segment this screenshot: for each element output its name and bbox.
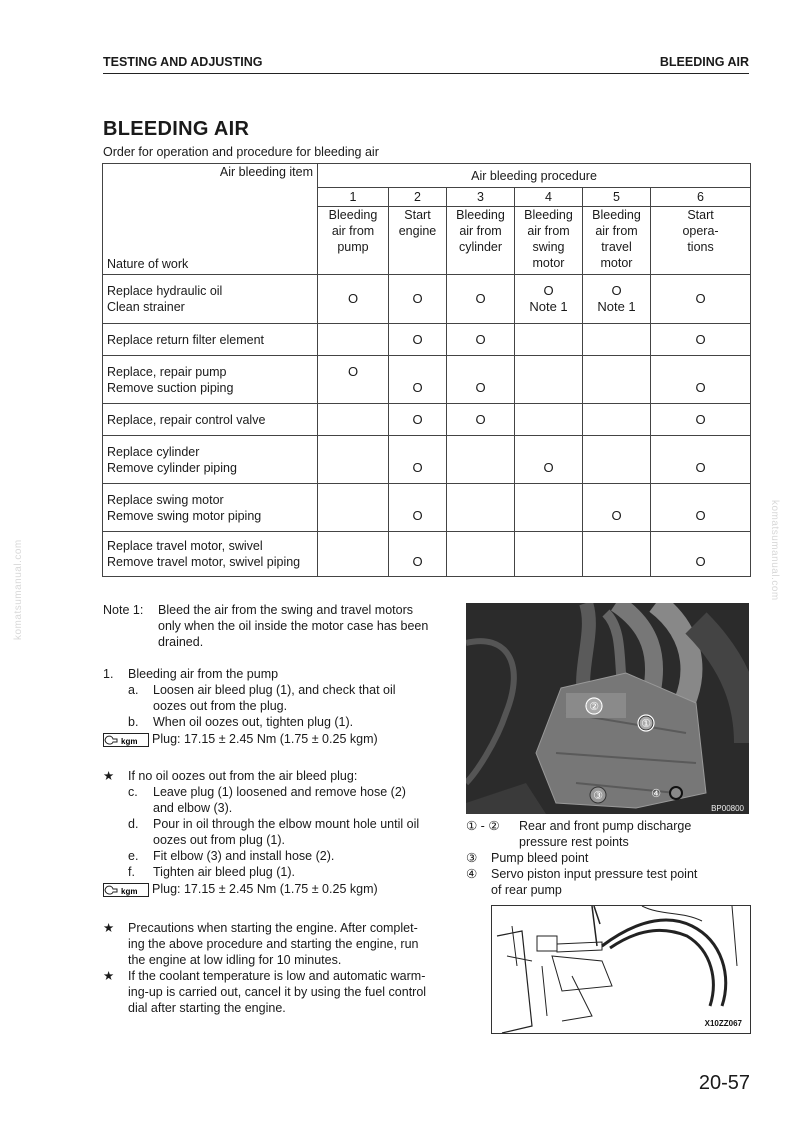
column-number: 1 xyxy=(318,188,389,207)
star-icon: ★ xyxy=(103,921,115,935)
table-cell xyxy=(447,436,515,484)
table-cell: O xyxy=(389,436,447,484)
substep-label: d. xyxy=(128,817,139,831)
column-title: Bleeding air from pump xyxy=(318,207,389,275)
table-cell xyxy=(318,484,389,532)
table-cell: O xyxy=(447,404,515,436)
precaution-text: Precautions when starting the engine. After complet- xyxy=(128,921,418,935)
substep-label: a. xyxy=(128,683,139,697)
table-cell xyxy=(515,404,583,436)
table-cell: O xyxy=(651,404,751,436)
photo-code: BP00800 xyxy=(711,804,744,813)
table-cell xyxy=(515,356,583,404)
table-cell: O Note 1 xyxy=(583,275,651,324)
table-cell xyxy=(515,532,583,577)
step-number: 1. xyxy=(103,667,114,681)
page-number: 20-57 xyxy=(698,1072,750,1094)
note-text: Bleed the air from the swing and travel motors xyxy=(158,603,413,617)
star-text: If no oil oozes out from the air bleed plug: xyxy=(128,769,358,783)
column-title: Bleeding air from travel motor xyxy=(583,207,651,275)
column-title: Start engine xyxy=(389,207,447,275)
substep-text: When oil oozes out, tighten plug (1). xyxy=(153,715,354,729)
work-description: Replace, repair control valve xyxy=(103,404,318,436)
star-icon: ★ xyxy=(103,969,115,983)
table-cell: O Note 1 xyxy=(515,275,583,324)
caption-mark: ④ xyxy=(466,867,478,881)
column-title: Bleeding air from swing motor xyxy=(515,207,583,275)
wrench-kgm-icon xyxy=(103,733,149,747)
page-subtitle: Order for operation and procedure for bleeding air xyxy=(103,145,379,159)
column-number: 4 xyxy=(515,188,583,207)
table-row xyxy=(103,532,751,577)
table-cell xyxy=(318,532,389,577)
column-number: 2 xyxy=(389,188,447,207)
pump-photo xyxy=(466,603,749,814)
table-cell xyxy=(583,324,651,356)
svg-text:kgm: kgm xyxy=(121,886,138,896)
precaution-text: ing-up is carried out, cancel it by using the fuel control xyxy=(128,985,427,999)
table-cell xyxy=(318,324,389,356)
column-number: 5 xyxy=(583,188,651,207)
table-row xyxy=(103,484,751,532)
substep-label: c. xyxy=(128,785,138,799)
table-row xyxy=(103,275,751,324)
work-description: Replace cylinder Remove cylinder piping xyxy=(103,436,318,484)
marker-2: ② xyxy=(589,700,599,713)
precaution-text: ing the above procedure and starting the engine, run xyxy=(128,937,419,951)
table-cell: O xyxy=(515,436,583,484)
work-description: Replace, repair pump Remove suction piping xyxy=(103,356,318,404)
table-row xyxy=(103,324,751,356)
table-cell: O xyxy=(651,275,751,324)
table-cell xyxy=(515,324,583,356)
substep-label: e. xyxy=(128,849,139,863)
page-header xyxy=(103,55,749,74)
air-bleeding-procedure-header: Air bleeding procedure xyxy=(318,164,751,188)
table-cell xyxy=(318,436,389,484)
torque-spec: kgm Plug: 17.15 ± 2.45 Nm (1.75 ± 0.25 kgm) xyxy=(103,881,378,897)
table-cell: O xyxy=(389,404,447,436)
substep-label: b. xyxy=(128,715,139,729)
watermark-left: komatsumanual.com xyxy=(13,539,24,640)
bleeding-procedure-table xyxy=(102,163,751,577)
caption-text: Pump bleed point xyxy=(491,851,589,865)
table-cell: O xyxy=(389,484,447,532)
table-cell xyxy=(583,356,651,404)
header-section: TESTING AND ADJUSTING xyxy=(103,55,263,69)
watermark-right: komatsumanual.com xyxy=(769,500,780,601)
table-row xyxy=(103,356,751,404)
table-cell: O xyxy=(389,532,447,577)
substep-text: Pour in oil through the elbow mount hole until oil xyxy=(153,817,420,831)
work-description: Replace return filter element xyxy=(103,324,318,356)
table-cell: O xyxy=(651,484,751,532)
caption-text: Rear and front pump discharge xyxy=(519,819,692,833)
svg-text:kgm: kgm xyxy=(121,736,138,746)
table-cell: O xyxy=(583,484,651,532)
table-cell: O xyxy=(447,356,515,404)
marker-4: ④ xyxy=(651,787,661,800)
header-topic: BLEEDING AIR xyxy=(659,55,749,69)
table-cell xyxy=(583,404,651,436)
caption-text: pressure rest points xyxy=(519,835,629,849)
substep-label: f. xyxy=(128,865,135,879)
work-description: Replace hydraulic oil Clean strainer xyxy=(103,275,318,324)
note-label: Note 1: xyxy=(103,603,144,617)
step-title: Bleeding air from the pump xyxy=(128,667,279,681)
table-cell: O xyxy=(447,275,515,324)
table-cell xyxy=(515,484,583,532)
table-cell: O xyxy=(389,356,447,404)
column-number: 6 xyxy=(651,188,751,207)
air-bleeding-item-header: Air bleeding item xyxy=(103,164,318,188)
wrench-kgm-icon xyxy=(103,883,149,897)
table-cell: O xyxy=(389,275,447,324)
substep-text: oozes out from the plug. xyxy=(153,699,288,713)
marker-3: ③ xyxy=(593,789,603,802)
table-cell: O xyxy=(447,324,515,356)
substep-text: oozes out from plug (1). xyxy=(153,833,286,847)
nature-of-work-header: Nature of work xyxy=(103,188,318,275)
substep-text: Leave plug (1) loosened and remove hose (2) xyxy=(153,785,406,799)
table-cell xyxy=(583,436,651,484)
table-cell xyxy=(447,532,515,577)
work-description: Replace swing motor Remove swing motor piping xyxy=(103,484,318,532)
table-cell: O xyxy=(651,436,751,484)
substep-text: Fit elbow (3) and install hose (2). xyxy=(153,849,335,863)
caption-mark: ① - ② xyxy=(466,819,500,833)
table-cell: O xyxy=(651,356,751,404)
caption-text: of rear pump xyxy=(491,883,562,897)
substep-text: Loosen air bleed plug (1), and check that oil xyxy=(153,683,396,697)
table-row xyxy=(103,436,751,484)
column-title: Start opera- tions xyxy=(651,207,751,275)
column-title: Bleeding air from cylinder xyxy=(447,207,515,275)
star-icon: ★ xyxy=(103,769,115,783)
substep-text: Tighten air bleed plug (1). xyxy=(153,865,295,879)
table-cell xyxy=(583,532,651,577)
table-row xyxy=(103,404,751,436)
precaution-text: dial after starting the engine. xyxy=(128,1001,286,1015)
pump-sketch xyxy=(491,905,751,1034)
caption-mark: ③ xyxy=(466,851,478,865)
column-number: 3 xyxy=(447,188,515,207)
note-text: drained. xyxy=(158,635,204,649)
substep-text: and elbow (3). xyxy=(153,801,233,815)
table-cell: O xyxy=(318,275,389,324)
note-text: only when the oil inside the motor case has been xyxy=(158,619,429,633)
table-cell: O xyxy=(318,356,389,404)
table-cell xyxy=(318,404,389,436)
page-title: BLEEDING AIR xyxy=(103,118,250,140)
caption-text: Servo piston input pressure test point xyxy=(491,867,698,881)
work-description: Replace travel motor, swivel Remove travel motor, swivel piping xyxy=(103,532,318,577)
table-cell: O xyxy=(651,532,751,577)
table-cell xyxy=(447,484,515,532)
marker-1: ① xyxy=(641,717,651,730)
table-cell: O xyxy=(651,324,751,356)
precaution-text: the engine at low idling for 10 minutes. xyxy=(128,953,342,967)
torque-spec: kgm Plug: 17.15 ± 2.45 Nm (1.75 ± 0.25 kgm) xyxy=(103,731,378,747)
table-cell: O xyxy=(389,324,447,356)
precaution-text: If the coolant temperature is low and automatic warm- xyxy=(128,969,426,983)
sketch-code: X10ZZ067 xyxy=(704,1019,742,1028)
